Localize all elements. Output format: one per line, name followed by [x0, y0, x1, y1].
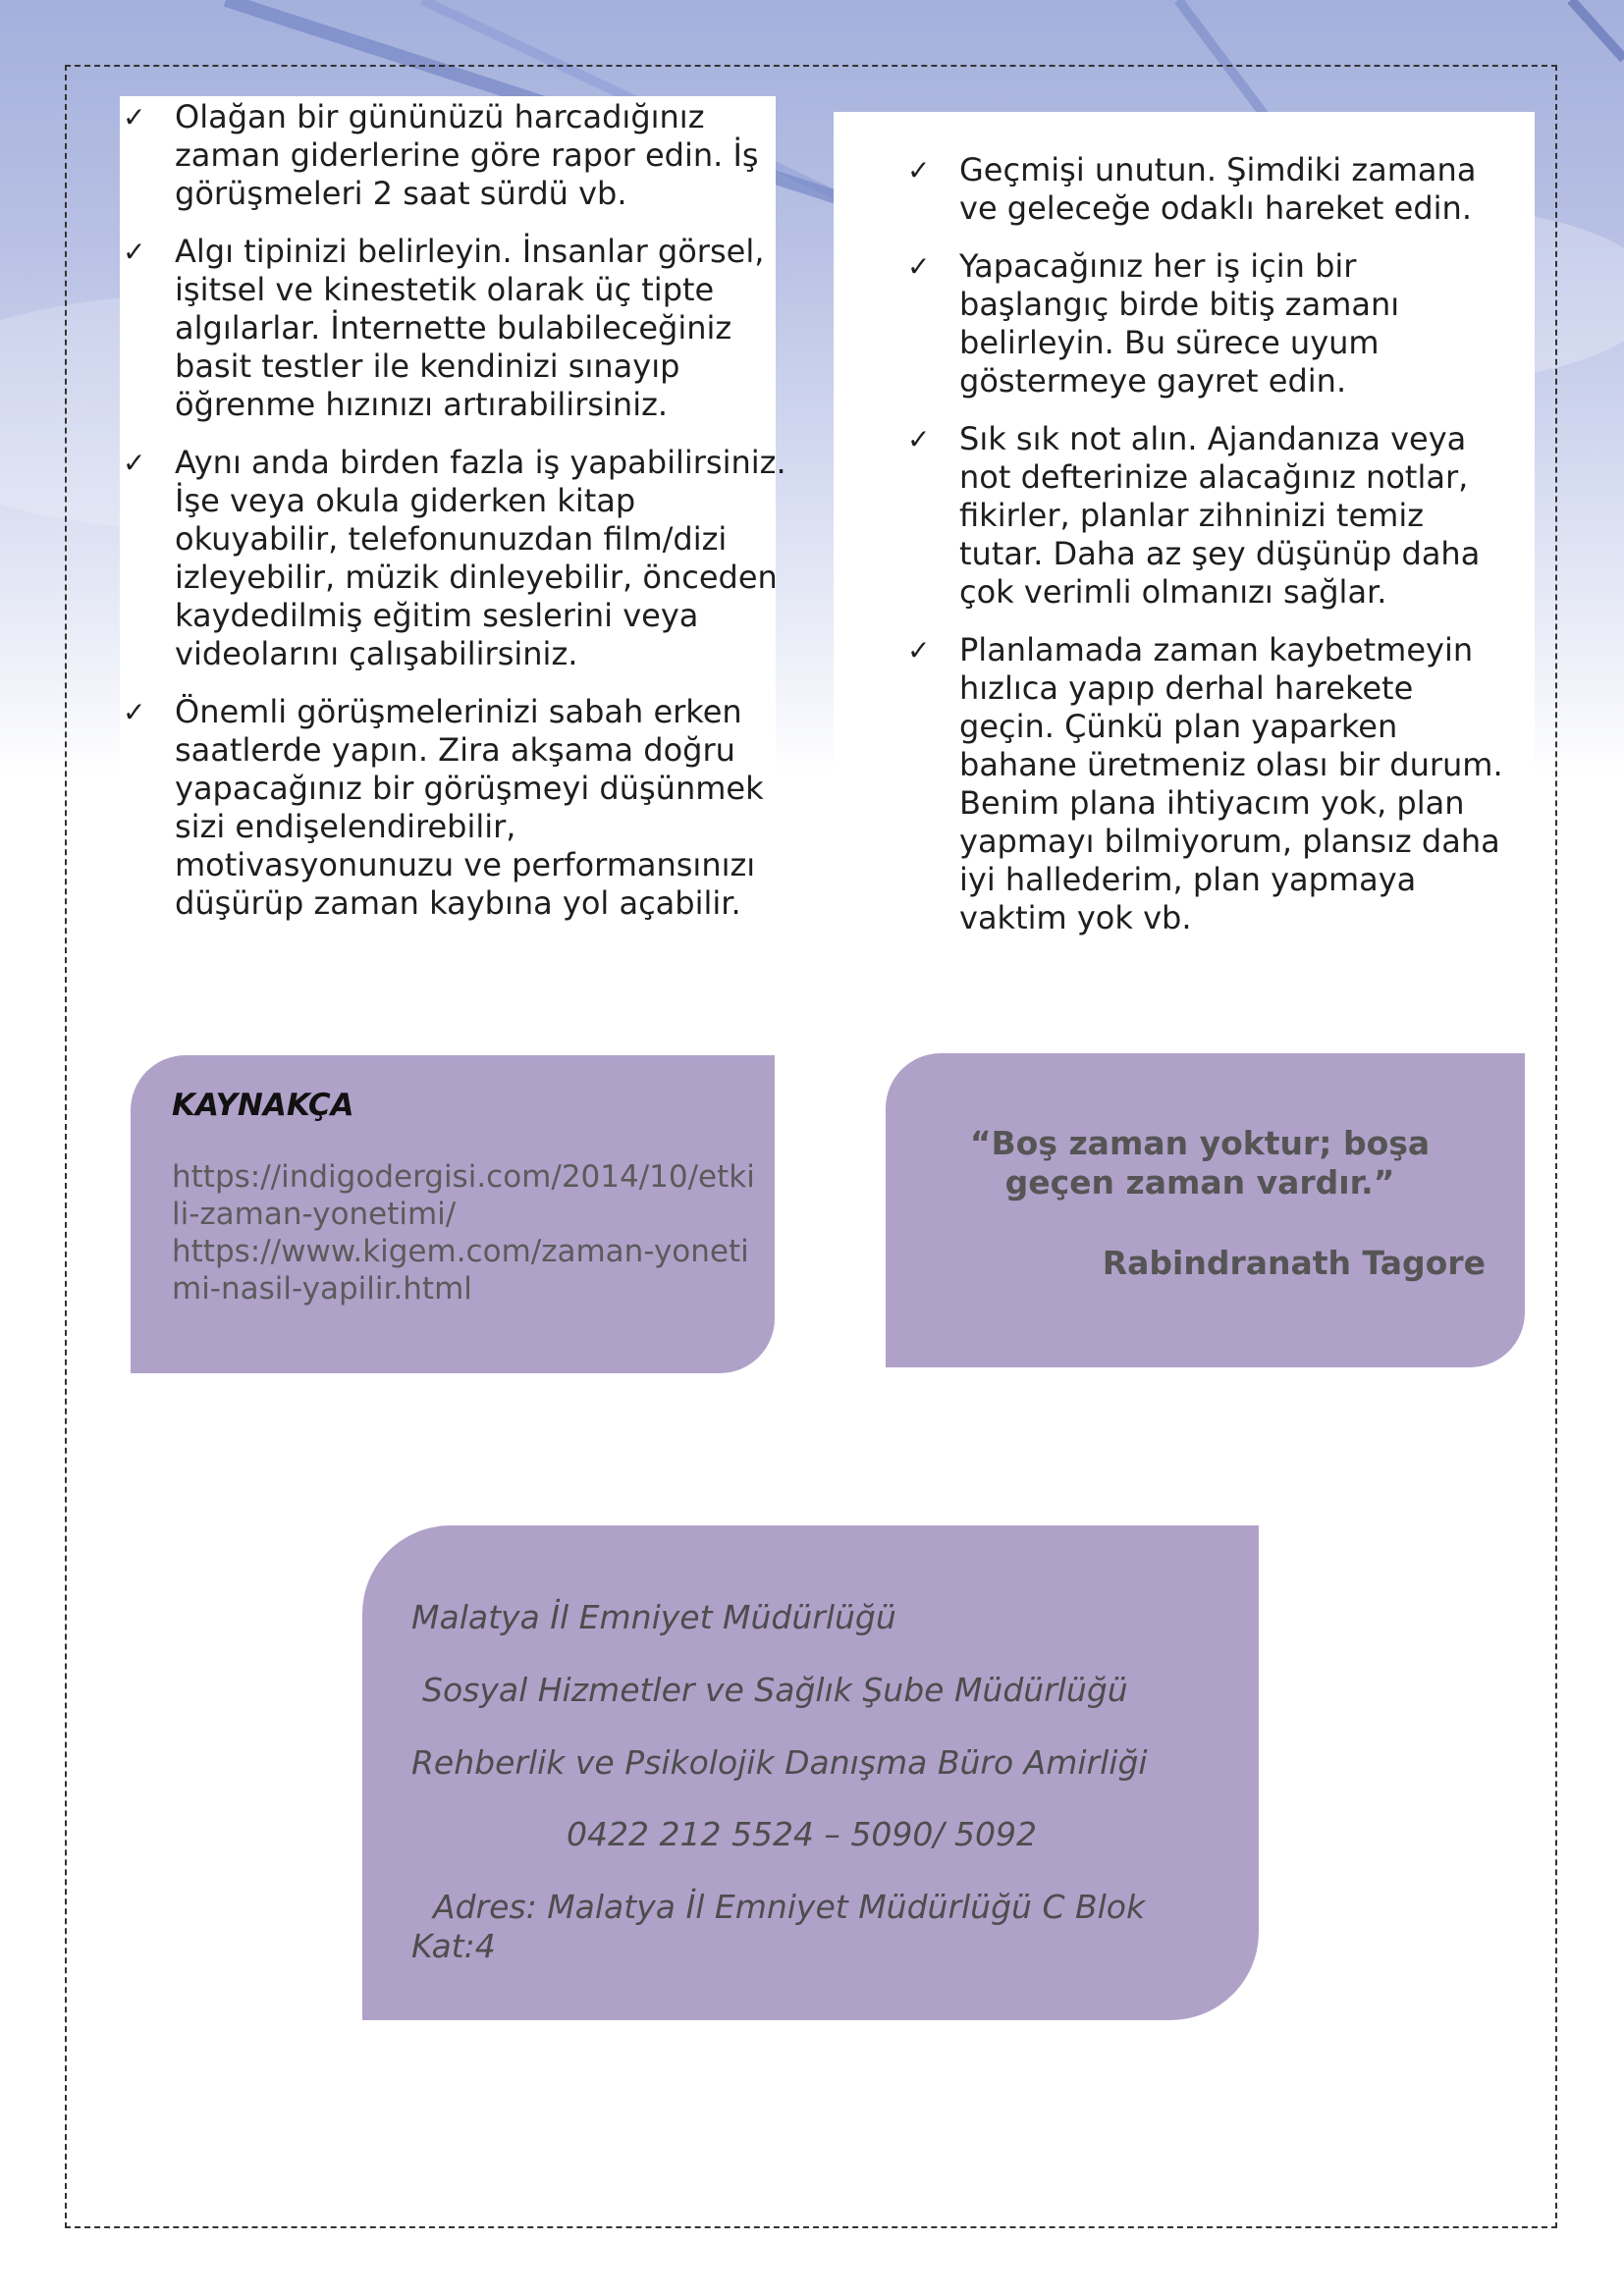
quote-author: Rabindranath Tagore: [1102, 1244, 1486, 1282]
list-item: [905, 631, 1514, 937]
check-mark-icon: ✓: [907, 250, 931, 283]
right-tips-list: [905, 151, 1514, 937]
tip-text: Sık sık not alın. Ajandanıza veya not defterinize alacağınız notlar, fikirler, planlar zihninizi temiz tutar. Daha az şey düşünüp daha çok verimli olmanızı sağlar.: [959, 420, 1481, 611]
reference-link[interactable]: https://indigodergisi.com/2014/10/etkili-zaman-yonetimi/: [172, 1159, 755, 1232]
reference-link[interactable]: https://www.kigem.com/zaman-yonetimi-nasil-yapilir.html: [172, 1234, 749, 1307]
references-box: [131, 1055, 775, 1373]
quote-box: [886, 1053, 1525, 1367]
references-title: KAYNAKÇA: [172, 1088, 354, 1123]
left-tips-column: [121, 98, 788, 942]
list-item: [121, 98, 788, 213]
list-item: [121, 233, 788, 424]
check-mark-icon: ✓: [123, 696, 146, 728]
check-mark-icon: ✓: [907, 423, 931, 455]
references-links: [172, 1158, 761, 1308]
tip-text: Aynı anda birden fazla iş yapabilirsiniz. İşe veya okula giderken kitap okuyabilir, telefonunuzdan film/dizi izleyebilir, müzik dinleyebilir, önceden kaydedilmiş eğitim seslerini veya videolarını çalışabilirsiniz.: [175, 444, 786, 672]
check-mark-icon: ✓: [123, 236, 146, 268]
check-mark-icon: ✓: [907, 634, 931, 667]
tip-text: Planlamada zaman kaybetmeyin hızlıca yapıp derhal harekete geçin. Çünkü plan yaparken bahane üretmeniz olası bir durum. Benim plana ihtiyacım yok, plan yapmayı bilmiyorum, plansız daha iyi hallederim, plan yapmaya vaktim yok vb.: [959, 631, 1503, 936]
tip-text: Olağan bir gününüzü harcadığınız zaman giderlerine göre rapor edin. İş görüşmeleri 2 saat sürdü vb.: [175, 98, 759, 212]
tip-text: Algı tipinizi belirleyin. İnsanlar görsel, işitsel ve kinestetik olarak üç tipte algılarlar. İnternette bulabileceğiniz basit testler ile kendinizi sınayıp öğrenme hızınızı artırabilirsiniz.: [175, 233, 765, 423]
contact-address: Adres: Malatya İl Emniyet Müdürlüğü C Blok: [433, 1888, 1146, 1926]
check-mark-icon: ✓: [123, 447, 146, 479]
list-item: [905, 151, 1514, 228]
list-item: [905, 247, 1514, 400]
left-tips-list: [121, 98, 788, 923]
contact-institution: Malatya İl Emniyet Müdürlüğü: [411, 1598, 896, 1636]
list-item: [121, 693, 788, 923]
right-tips-column: [905, 151, 1514, 957]
list-item: [121, 444, 788, 673]
list-item: [905, 420, 1514, 612]
contact-box: [362, 1525, 1259, 2020]
tip-text: Geçmişi unutun. Şimdiki zamana ve geleceğe odaklı hareket edin.: [959, 151, 1477, 227]
check-mark-icon: ✓: [907, 154, 931, 187]
quote-text: “Boş zaman yoktur; boşa geçen zaman vardır.”: [969, 1124, 1431, 1201]
contact-address-floor: Kat:4: [411, 1927, 496, 1965]
tip-text: Yapacağınız her iş için bir başlangıç birde bitiş zamanı belirleyin. Bu sürece uyum göstermeye gayret edin.: [959, 247, 1400, 400]
contact-phone: 0422 212 5524 – 5090/ 5092: [567, 1815, 1037, 1853]
check-mark-icon: ✓: [123, 101, 146, 133]
contact-office: Rehberlik ve Psikolojik Danışma Büro Amirliği: [411, 1743, 1148, 1782]
tip-text: Önemli görüşmelerinizi sabah erken saatlerde yapın. Zira akşama doğru yapacağınız bir görüşmeyi düşünmek sizi endişelendirebilir, motivasyonunuzu ve performansınızı düşürüp zaman kaybına yol açabilir.: [175, 693, 764, 922]
contact-department: Sosyal Hizmetler ve Sağlık Şube Müdürlüğü: [422, 1671, 1128, 1709]
